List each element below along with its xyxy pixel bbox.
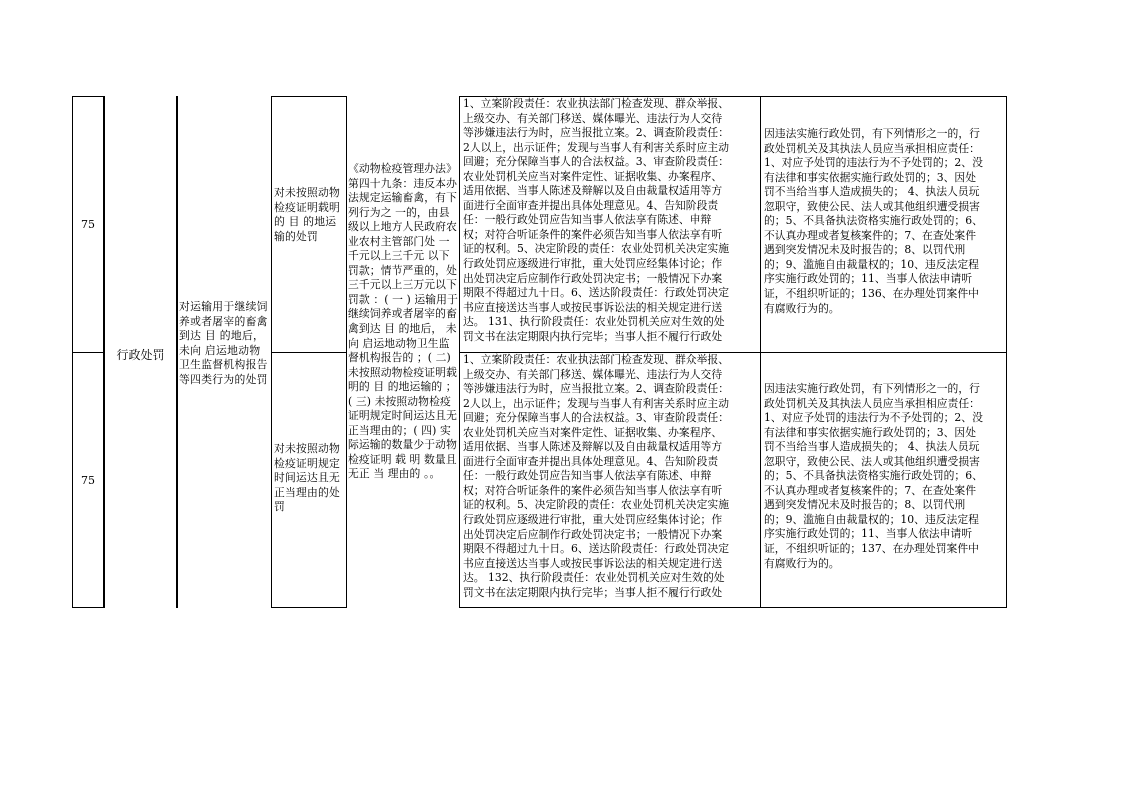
border-top-number [72, 96, 104, 97]
row1-responsibility: 1、立案阶段责任：农业执法部门检查发现、群众举报、 上级交办、有关部门移送、媒体曝光、违法行为人交待 等涉嫌违法行为时，应当报批立案。2、调查阶段责任： 2人以上，出示证件；发现与当事人有利害关系时应主动 回避；充分保障当事人的合法权益。3、审查阶段责任： 农业处罚机关应当对案件定性、证据收集、办案程序、 适用依据、当事人陈述及辩解以及自由裁量权适用等方 面进行全面审查并提出具体处理意见。4、告知阶段责 任：一般行政处罚应告知当事人依法享有陈述、申辩 权；对符合听证条件的案件必须告知当事人依法享有听 证的权利。5、决定阶段的责任：农业处罚机关决定实施 行政处罚应逐级进行审批，重大处罚应经集体讨论；作 出处罚决定后应制作行政处罚决定书；一般情况下办案 期限不得超过九十日。6、送达阶段责任：行政处罚决定 书应直接送达当事人或按民事诉讼法的相关规定进行送 达。 131、执行阶段责任：农业处罚机关应对生效的处 罚文书在法定期限内执行完毕；当事人拒不履行行政处 [463, 97, 729, 343]
row2-sub-item: 对未按照动物检疫证明规定时间运达且无正当理由的处罚 [274, 442, 340, 514]
row2-accountability: 因违法实施行政处罚，有下列情形之一的，行 政处罚机关及其执法人员应当承担相应责任： 1、对应予处罚的违法行为不予处罚的；2、没 有法律和事实依据实施行政处罚的；3、因处 罚不当给当事人造成损失的； 4、执法人员玩 忽职守，致使公民、法人或其他组织遭受损害 的；5、不具备执法资格实施行政处罚的；6、 不认真办理或者复核案件的；7、在查处案件 遇到突发情况未及时报告的；8、以罚代刑 的；9、滥施自由裁量权的；10、违反法定程 序实施行政处罚的；11、当事人依法申请听 证，不组织听证的；137、在办理处罚案件中 有腐败行为的。 [764, 382, 983, 570]
border-top-subitem [271, 96, 347, 97]
border-bottom-number [72, 607, 104, 608]
border-bottom-subitem [271, 607, 347, 608]
row1-number: 75 [81, 218, 95, 231]
item-name-cell: 对运输用于继续饲养或者屠宰的畜禽到达 目 的地后， 未向 启运地动物卫生监督机构报告等四类行为的处罚 [179, 300, 268, 386]
row1-accountability: 因违法实施行政处罚，有下列情形之一的，行 政处罚机关及其执法人员应当承担相应责任： 1、对应予处罚的违法行为不予处罚的；2、没 有法律和事实依据实施行政处罚的；3、因处 罚不当给当事人造成损失的； 4、执法人员玩 忽职守，致使公民、法人或其他组织遭受损害 的；5、不具备执法资格实施行政处罚的；6、 不认真办理或者复核案件的；7、在查处案件 遇到突发情况未及时报告的；8、以罚代刑 的；9、滥施自由裁量权的；10、违反法定程 序实施行政处罚的；11、当事人依法申请听 证，不组织听证的；136、在办理处罚案件中 有腐败行为的。 [764, 127, 983, 315]
border-mid-number [72, 352, 104, 353]
row2-number: 75 [81, 474, 95, 487]
border-item-left [176, 96, 178, 608]
row1-sub-item: 对未按照动物检疫证明载明的 目 的地运输的处罚 [274, 186, 340, 243]
border-bottom-right [459, 607, 1007, 608]
legal-basis-cell: 《动物检疫管理办法》第四十九条：违反本办法规定运输畜禽，有下列行为之 一的，由县级以上地方人民政府农业农村主管部门处 一 千元以上三千元 以下罚款；情节严重的，处三千元以上三万元以下罚款 ：( 一 ) 运输用于继续饲养或者屠宰的畜禽到达 目 的地后， 未向 启运地动物卫生监督机构报告的 ；( 二) 未按照动物检疫证明载明的 目 的地运输的 ；( 三) 未按照动物检疫证明规定时间运达且无正当理由的；( 四) 实际运输的数量少于动物检疫证明 载 明 数量且无正 当 理由的 。。 [348, 162, 458, 481]
category-cell: 行政处罚 [116, 348, 165, 362]
row2-responsibility: 1、立案阶段责任：农业执法部门检查发现、群众举报、 上级交办、有关部门移送、媒体曝光、违法行为人交待 等涉嫌违法行为时，应当报批立案。2、调查阶段责任： 2人以上，出示证件；发现与当事人有利害关系时应主动 回避；充分保障当事人的合法权益。3、审查阶段责任： 农业处罚机关应当对案件定性、证据收集、办案程序、 适用依据、当事人陈述及辩解以及自由裁量权适用等方 面进行全面审查并提出具体处理意见。4、告知阶段责 任：一般行政处罚应告知当事人依法享有陈述、申辩 权；对符合听证条件的案件必须告知当事人依法享有听 证的权利。5、决定阶段的责任：农业处罚机关决定实施 行政处罚应逐级进行审批，重大处罚应经集体讨论；作 出处罚决定后应制作行政处罚决定书；一般情况下办案 期限不得超过九十日。6、送达阶段责任：行政处罚决定 书应直接送达当事人或按民事诉讼法的相关规定进行送 达。 132、执行阶段责任：农业处罚机关应对生效的处 罚文书在法定期限内执行完毕；当事人拒不履行行政处 [463, 353, 729, 599]
border-mid-subitem [271, 352, 347, 353]
